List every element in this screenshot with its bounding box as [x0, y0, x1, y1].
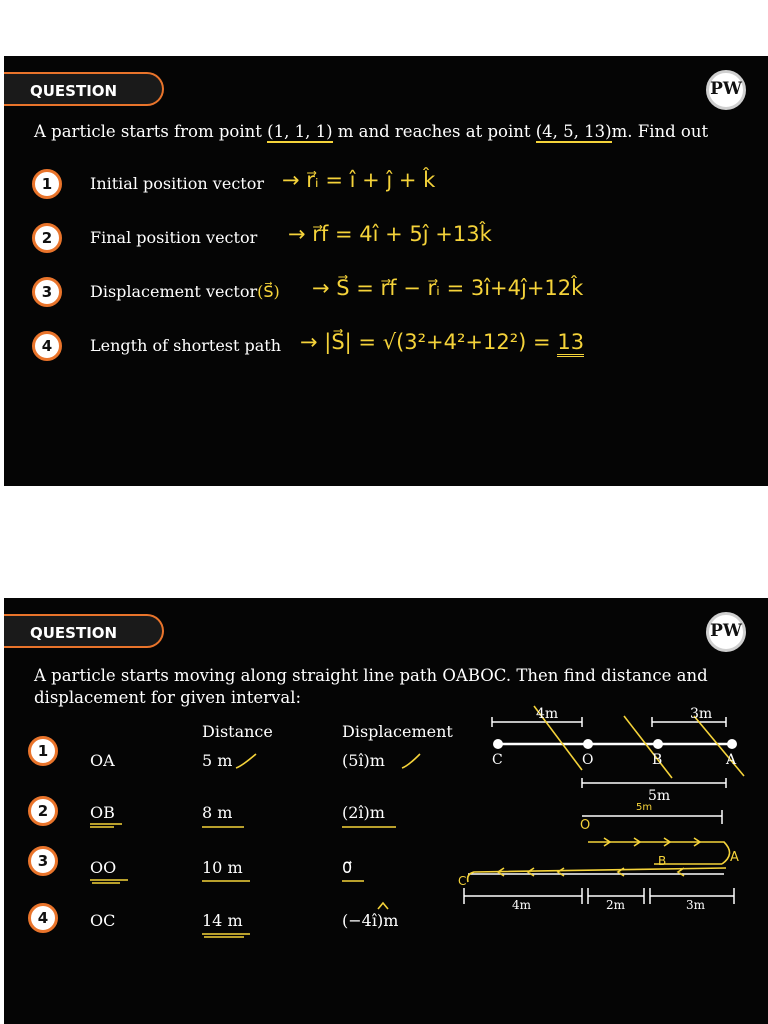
path-label-c: C	[458, 874, 467, 888]
answer-final-position: → r⃗f = 4î + 5ĵ +13k̂	[288, 222, 492, 246]
option-label-initial-position: Initial position vector	[90, 174, 264, 193]
displacement-oc: (−4î)m	[342, 911, 399, 930]
point-a	[727, 739, 737, 749]
row-number-4: 4	[28, 903, 58, 933]
displacement-ob: (2î)m	[342, 803, 385, 822]
question-tag: QUESTION	[4, 72, 164, 106]
end-point: (4, 5, 13)	[535, 122, 612, 141]
point-c	[493, 739, 503, 749]
option-number-2: 2	[32, 223, 62, 253]
displacement-oo: 0⃗	[342, 858, 353, 877]
path-diagram	[4, 598, 768, 1024]
option-number-1: 1	[32, 169, 62, 199]
distance-oc: 14 m	[202, 911, 243, 930]
start-point: (1, 1, 1)	[267, 122, 333, 141]
origin-mark: O	[580, 818, 591, 833]
distance-oo: 10 m	[202, 858, 243, 877]
row-number-3: 3	[28, 846, 58, 876]
question-line-1: A particle starts moving along straight line path OABOC. Then find distance and	[34, 666, 708, 685]
interval-oc: OC	[90, 911, 116, 930]
label-bottom-o-b: 2m	[606, 898, 626, 912]
answer-initial-position: → r⃗ᵢ = î + ĵ + k̂	[282, 168, 436, 192]
interval-oo: OO	[90, 858, 117, 877]
option-number-3: 3	[32, 277, 62, 307]
question-text: A particle starts from point (1, 1, 1) m and reaches at point (4, 5, 13)m. Find out	[34, 122, 709, 141]
label-co: 4m	[536, 706, 559, 722]
point-label-c: C	[492, 752, 503, 768]
point-label-o: O	[582, 752, 594, 768]
option-label-shortest-path: Length of shortest path	[90, 336, 282, 355]
interval-ob: OB	[90, 803, 115, 822]
distance-oa: 5 m	[202, 751, 233, 770]
question-line-2: displacement for given interval:	[34, 688, 302, 707]
answer-shortest-path: → |S⃗| = √(3²+4²+12²) = 13	[300, 330, 584, 354]
label-ba: 3m	[690, 706, 713, 722]
displacement-oa: (5î)m	[342, 751, 385, 770]
row-number-2: 2	[28, 796, 58, 826]
distance-ob: 8 m	[202, 803, 233, 822]
header-distance: Distance	[202, 722, 273, 741]
answer-displacement: → S⃗ = r⃗f − r⃗ᵢ = 3î+4ĵ+12k̂	[312, 276, 584, 300]
option-number-4: 4	[32, 331, 62, 361]
question-tag: QUESTION	[4, 614, 164, 648]
point-label-b: B	[652, 752, 663, 768]
option-label-displacement: Displacement vector(S⃗)	[90, 282, 280, 301]
pw-logo: PW	[706, 612, 746, 652]
option-label-final-position: Final position vector	[90, 228, 258, 247]
answer-result: 13	[557, 330, 584, 357]
pw-logo: PW	[706, 70, 746, 110]
point-o	[583, 739, 593, 749]
slide-question-2	[4, 598, 768, 1024]
point-label-a: A	[726, 752, 737, 768]
point-b	[653, 739, 663, 749]
row-number-1: 1	[28, 736, 58, 766]
label-bottom-c-o: 4m	[512, 898, 532, 912]
path-label-a: A	[730, 850, 739, 865]
label-oa: 5m	[648, 788, 671, 804]
label-oa-small: 5m	[636, 802, 653, 813]
slash-2	[624, 716, 672, 778]
label-bottom-b-a: 3m	[686, 898, 706, 912]
interval-oa: OA	[90, 751, 115, 770]
dimension-oa	[582, 778, 726, 788]
path-back-to-c	[468, 868, 726, 882]
slide-question-1	[4, 56, 768, 486]
dimension-ba	[652, 717, 726, 727]
path-label-b: B	[658, 854, 667, 868]
header-displacement: Displacement	[342, 722, 453, 741]
